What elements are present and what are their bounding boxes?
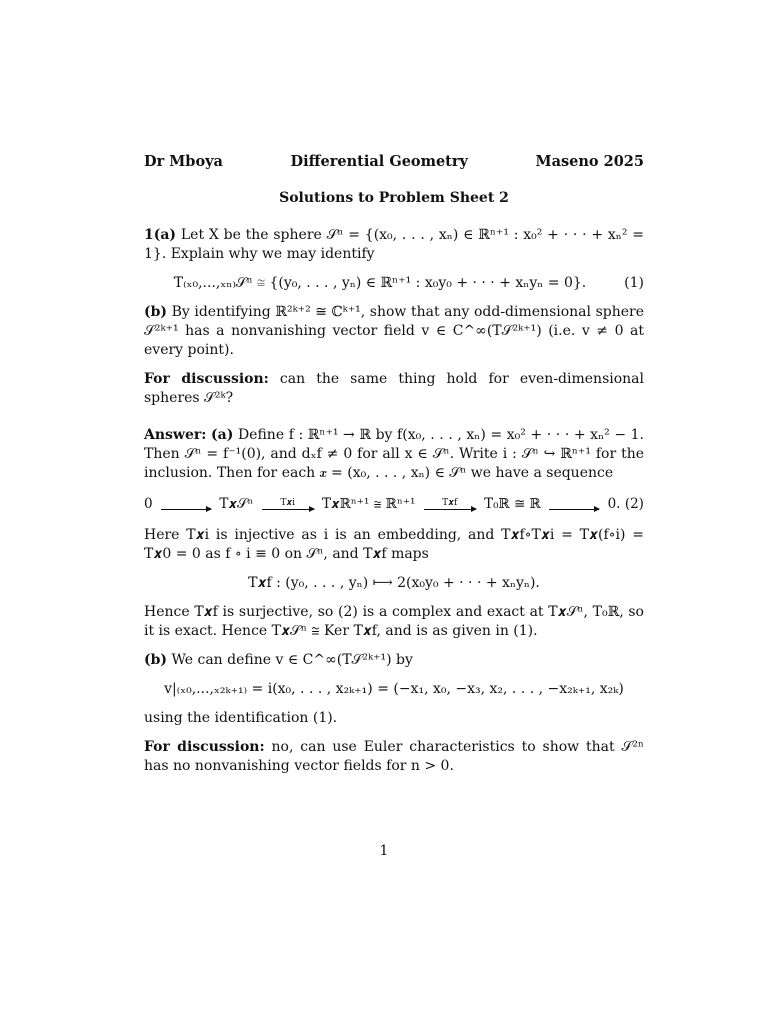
question-1b-text: By identifying ℝ²ᵏ⁺² ≅ ℂᵏ⁺¹, show that any odd-dimensional sphere 𝒮²ᵏ⁺¹ has a nonvanishing vector field v ∈ C^∞(T𝒮²ᵏ⁺¹) (i.e. v ≠ 0 at every point). bbox=[144, 304, 644, 358]
answer-paragraph-3: Hence T𝒙f is surjective, so (2) is a complex and exact at T𝒙𝒮ⁿ, T₀ℝ, so it is exact. Hence T𝒙𝒮ⁿ ≅ Ker T𝒙f, and is as given in (1). bbox=[144, 604, 644, 639]
equation-map bbox=[144, 574, 644, 593]
discussion-2-text: no, can use Euler characteristics to show that 𝒮²ⁿ has no nonvanishing vector fields for n > 0. bbox=[144, 739, 644, 774]
equation-map-body: T𝒙f : (y₀, . . . , yₙ) ⟼ 2(x₀y₀ + · · · + xₙyₙ). bbox=[248, 575, 540, 591]
answer-paragraph-5: using the identification (1). bbox=[144, 710, 338, 726]
question-1a-label: 1(a) bbox=[144, 227, 177, 243]
answer-label: Answer: bbox=[144, 427, 207, 443]
answer-part-b-label: (b) bbox=[144, 652, 168, 668]
equation-1 bbox=[144, 274, 644, 293]
question-1b bbox=[144, 303, 644, 360]
answer-part-a bbox=[144, 426, 644, 483]
equation-vector-field bbox=[144, 680, 644, 699]
question-1b-label: (b) bbox=[144, 304, 168, 320]
sequence-arrow-2-label: T𝒙f bbox=[442, 498, 458, 508]
equation-1-body: T₍ₓ₀,...,ₓₙ₎𝒮ⁿ ≅ {(y₀, . . . , yₙ) ∈ ℝⁿ⁺¹ : x₀y₀ + · · · + xₙyₙ = 0}. bbox=[173, 275, 587, 291]
sequence-arrow-0 bbox=[161, 499, 211, 510]
answer-part-a-text: Define f : ℝⁿ⁺¹ → ℝ by f(x₀, . . . , xₙ) = x₀² + · · · + xₙ² − 1. Then 𝒮ⁿ = f⁻¹(0), and dₓf ≠ 0 for all x ∈ 𝒮ⁿ. Write i : 𝒮ⁿ ↪ ℝⁿ⁺¹ for the inclusion. Then for each 𝒙 = (x₀, . . . , xₙ) ∈ 𝒮ⁿ we have a sequence bbox=[144, 427, 645, 481]
sequence-term-3: T₀ℝ ≅ ℝ bbox=[484, 496, 541, 512]
answer-part-a-label: (a) bbox=[211, 427, 234, 443]
answer-part-b-text: We can define v ∈ C^∞(T𝒮²ᵏ⁺¹) by bbox=[171, 652, 413, 668]
discussion-1-label: For discussion: bbox=[144, 371, 269, 387]
equation-2-number: (2) bbox=[624, 496, 644, 512]
discussion-1 bbox=[144, 370, 644, 408]
sequence-term-2: T𝒙ℝⁿ⁺¹ ≅ ℝⁿ⁺¹ bbox=[322, 496, 416, 512]
discussion-2-label: For discussion: bbox=[144, 739, 265, 755]
equation-1-number: (1) bbox=[624, 275, 644, 291]
header-author: Dr Mboya bbox=[144, 153, 223, 170]
answer-paragraph-2: Here T𝒙i is injective as i is an embedding, and T𝒙f∘T𝒙i = T𝒙(f∘i) = T𝒙0 = 0 as f ∘ i ≡ 0 on 𝒮ⁿ, and T𝒙f maps bbox=[144, 527, 644, 562]
discussion-1-text: can the same thing hold for even-dimensional spheres 𝒮²ᵏ? bbox=[144, 371, 644, 406]
discussion-2 bbox=[144, 738, 644, 776]
sequence-arrow-1 bbox=[262, 499, 314, 510]
sequence-arrow-2 bbox=[424, 499, 476, 510]
exact-sequence bbox=[144, 495, 644, 514]
sequence-arrow-1-label: T𝒙i bbox=[280, 498, 295, 508]
answer-part-b bbox=[144, 651, 644, 670]
page-number: 1 bbox=[379, 843, 389, 859]
sheet-title: Solutions to Problem Sheet 2 bbox=[279, 190, 509, 206]
equation-vector-field-body: v|₍ₓ₀,...,ₓ₂ₖ₊₁₎ = i(x₀, . . . , x₂ₖ₊₁) = (−x₁, x₀, −x₃, x₂, . . . , −x₂ₖ₊₁, x₂ₖ) bbox=[164, 681, 624, 697]
header-course: Differential Geometry bbox=[290, 153, 468, 170]
sequence-arrow-3 bbox=[549, 499, 599, 510]
question-1a bbox=[144, 226, 644, 264]
header-institution: Maseno 2025 bbox=[535, 153, 644, 170]
sequence-zero-right: 0. bbox=[607, 496, 621, 512]
sequence-zero-left: 0 bbox=[144, 496, 153, 512]
sequence-term-1: T𝒙𝒮ⁿ bbox=[219, 496, 254, 512]
page-header bbox=[144, 152, 644, 171]
question-1a-text: Let X be the sphere 𝒮ⁿ = {(x₀, . . . , xₙ) ∈ ℝⁿ⁺¹ : x₀² + · · · + xₙ² = 1}. Explain why we may identify bbox=[144, 227, 645, 262]
page-body bbox=[144, 152, 644, 776]
